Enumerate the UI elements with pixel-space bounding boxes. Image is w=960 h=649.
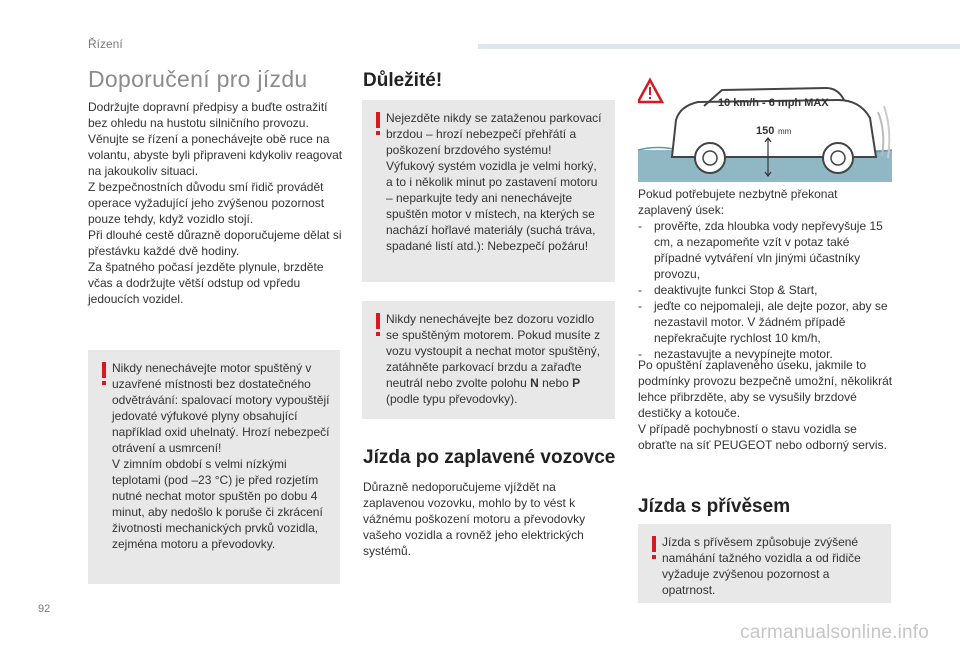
flooded-road-text: Důrazně nedoporučujeme vjíždět na zaplavenou vozovku, mohlo by to vést k vážnému poškození motoru a převodovky vašeho vozidla a rovněž jeho elektrických systémů. (363, 480, 586, 558)
section-label: Řízení (88, 37, 123, 51)
warning-text: Nejezděte nikdy se zataženou parkovací brzdou – hrozí nebezpečí přehřátí a poškození brzdového systému! Výfukový systém vozidla je velmi horký, a to i několik minut po zastavení motoru – neparkujte tedy ani nenechávejte spuštěn motor v místech, na kterých se nachází hořlavé materiály (suchá tráva, spadané listí atd.): Nebezpečí požáru! (386, 111, 602, 253)
warning-box-unattended (362, 301, 615, 419)
list-item: - jeďte co nejpomaleji, ale dejte pozor, aby se nezastavil motor. V žádném případě nepřekračujte rychlost 10 km/h, (638, 299, 888, 345)
depth-unit: mm (778, 127, 792, 136)
warning-icon (376, 313, 380, 329)
warning-icon (102, 362, 106, 378)
important-heading: Důležité! (363, 70, 443, 91)
flooded-road-heading: Jízda po zaplavené vozovce (363, 447, 616, 468)
speed-limit-label: 10 km/h - 6 mph MAX (718, 97, 829, 109)
depth-value: 150 (756, 125, 775, 137)
list-item: - prověřte, zda hloubka vody nepřevyšuje 15 cm, a nezapomeňte vzít v potaz také případné vytváření vln jinými účastníky provozu, (638, 219, 883, 281)
warning-text: Jízda s přívěsem způsobuje zvýšené namáhání tažného vozidla a od řidiče vyžaduje zvýšenou pozornost a opatrnost. (662, 535, 861, 597)
driving-advice-text: Dodržujte dopravní předpisy a buďte ostražití bez ohledu na hustotu silničního provozu. Věnujte se řízení a ponechávejte obě ruce na volantu, abyste byli připraveni kdykoliv reagovat na jakoukoliv situaci. Z bezpečnostních důvodu smí řidič provádět operace vyžadující jeho zvýšenou pozornost pouze tehdy, když vozidlo stojí. Při dlouhé cestě důrazně doporučujeme dělat si přestávku každé dvě hodiny. Za špatného počasí jezděte plynule, brzděte včas a dodržujte větší odstup od vpředu jedoucích vozidel. (88, 100, 343, 306)
warning-icon (652, 536, 656, 552)
list-item: - deaktivujte funkci Stop & Start, (638, 283, 818, 297)
page-title: Doporučení pro jízdu (88, 66, 308, 92)
warning-icon (376, 112, 380, 128)
header-bar (478, 44, 960, 49)
warning-box-trailer (638, 524, 891, 603)
warning-text: Nikdy nenechávejte motor spuštěný v uzavřené místnosti bez dostatečného odvětrávání: spalovací motory vypouštějí jedovaté výfukové plyny obsahující například oxid uhelnatý. Hrozí nebezpečí otrávení a usmrcení! V zimním období s velmi nízkými teplotami (pod –23 °C) je před rozjetím nutné nechat motor spuštěn po dobu 4 minut, aby nedošlo k poruše či zkrácení životnosti mechanických prvků vozidla, zejména motoru a převodovky. (112, 361, 330, 551)
flood-steps-list (638, 218, 893, 362)
flooded-road-illustration (638, 72, 892, 182)
flood-intro-text: Pokud potřebujete nezbytně překonat zaplavený úsek: (638, 187, 838, 217)
flood-after-text: Po opuštění zaplaveného úseku, jakmile to podmínky provozu bezpečně umožní, několikrát lehce přibrzděte, aby se vysušily brzdové destičky a kotouče. V případě pochybností o stavu vozidla se obraťte na síť PEUGEOT nebo odborný servis. (638, 358, 893, 452)
list-item: - nezastavujte a nevypínejte motor. (638, 347, 833, 361)
watermark: carmanualsonline.info (740, 622, 930, 643)
page-number: 92 (38, 603, 51, 615)
warning-box-engine-indoor (88, 350, 340, 584)
warning-box-parking-brake (362, 100, 615, 282)
warning-text: Nikdy nenechávejte bez dozoru vozidlo se spuštěným motorem. Pokud musíte z vozu vystoupit a nechat motor spuštěný, zatáhněte parkovací brzdu a zařaďte neutrál nebo zvolte polohu N nebo P (podle typu převodovky). (386, 312, 601, 406)
trailer-heading: Jízda s přívěsem (638, 496, 791, 517)
